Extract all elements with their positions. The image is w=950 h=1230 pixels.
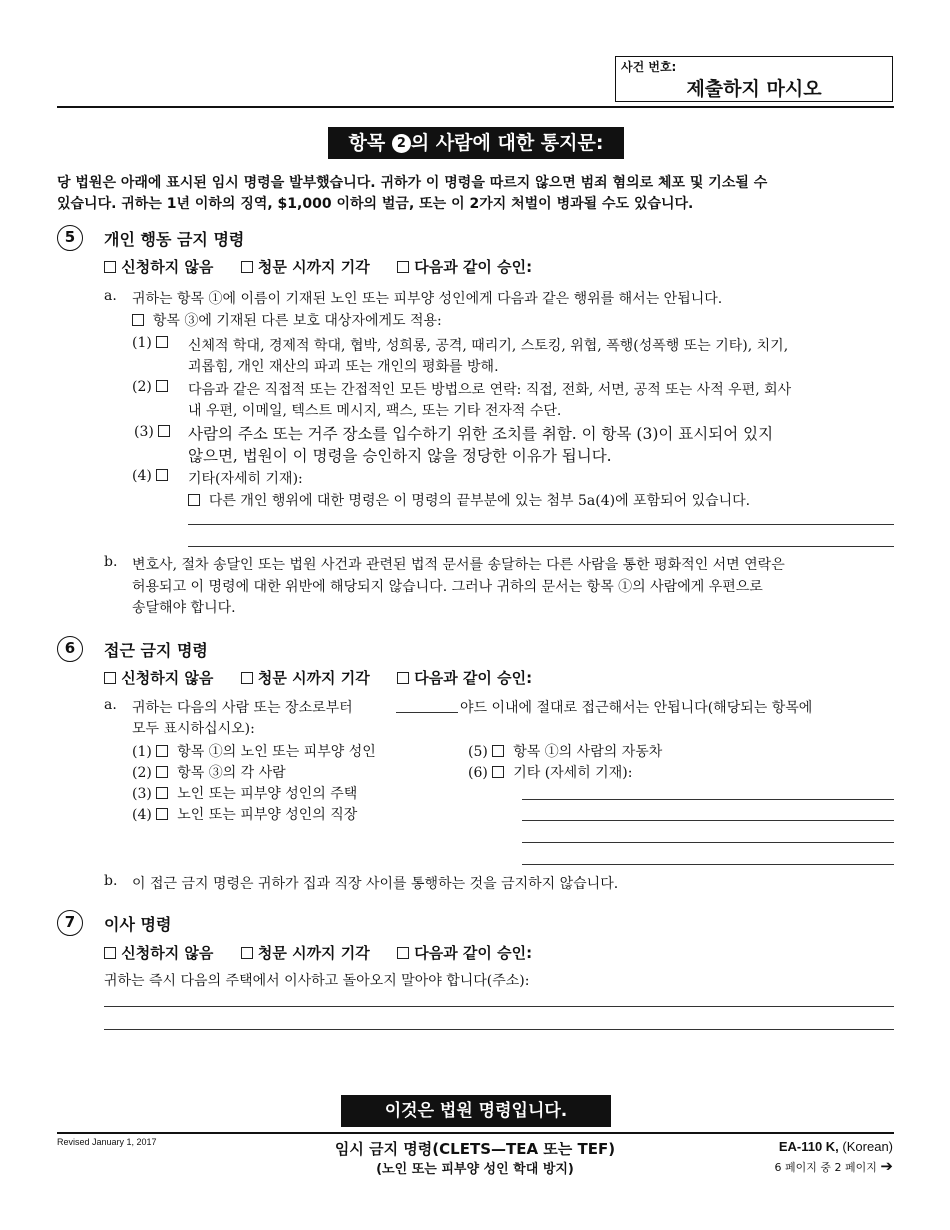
footer-form-id	[779, 1139, 893, 1154]
notice-title-suffix: 의 사람에 대한 통지문:	[410, 132, 604, 154]
s5-other-line-1[interactable]	[188, 524, 894, 525]
s5-item-1-number	[132, 335, 168, 351]
s5-item-2-line-2: 내 우편, 이메일, 텍스트 메시지, 팩스, 또는 기타 전자적 수단.	[188, 403, 562, 419]
s6-a-line-1b: 야드 이내에 절대로 접근해서는 안됩니다(해당되는 항목에	[460, 700, 813, 716]
s7-address-line-1[interactable]	[104, 1006, 894, 1007]
s5-b-label: b.	[104, 554, 118, 570]
s5-not-requested-label: 신청하지 않음	[121, 258, 214, 276]
s6-a-line-1a: 귀하는 다음의 사람 또는 장소로부터	[132, 700, 353, 716]
s6-item-2	[132, 762, 286, 782]
s6-a-line-2: 모두 표시하십시오):	[132, 721, 255, 737]
s6-item-1-label: 항목 ①의 노인 또는 피부양 성인	[177, 744, 376, 760]
s5-other-protected-checkbox[interactable]	[132, 314, 144, 326]
s5-item-3-line-2: 않으면, 법원이 이 명령을 승인하지 않을 정당한 이유가 됩니다.	[188, 447, 612, 465]
case-number-box	[615, 56, 893, 102]
section-7-options	[104, 942, 554, 963]
section-7-number: 7	[57, 910, 83, 936]
section-5-title: 개인 행동 금지 명령	[104, 230, 245, 249]
next-page-arrow-icon: ➔	[880, 1157, 893, 1175]
header-rule	[57, 106, 894, 108]
case-number-value: 제출하지 마시오	[686, 78, 822, 100]
item-2-badge	[392, 134, 411, 153]
s7-text: 귀하는 즉시 다음의 주택에서 이사하고 돌아오지 말아야 합니다(주소):	[104, 973, 530, 989]
case-number-label: 사건 번호:	[621, 60, 677, 74]
s6-b-text: 이 접근 금지 명령은 귀하가 집과 직장 사이를 통행하는 것을 금지하지 않습니다.	[132, 876, 619, 892]
s7-denied-checkbox[interactable]	[241, 947, 253, 959]
footer-title-1: 임시 금지 명령(CLETS—TEA 또는 TEF)	[334, 1140, 616, 1158]
s5-b-line-2: 허용되고 이 명령에 대한 위반에 해당되지 않습니다. 그러나 귀하의 문서는 항목 ①의 사람에게 우편으로	[132, 579, 763, 595]
footer-revised: Revised January 1, 2017	[57, 1137, 157, 1147]
s6-item-4-label: 노인 또는 피부양 성인의 직장	[177, 807, 358, 823]
page-number: 6 페이지 중 2 페이지	[774, 1161, 877, 1174]
footer-rule	[57, 1132, 894, 1134]
s6-item-5-checkbox[interactable]	[492, 745, 504, 757]
form-number: EA-110 K,	[778, 1139, 839, 1154]
s5-other-line-2[interactable]	[188, 546, 894, 547]
intro-line-2: 있습니다. 귀하는 1년 이하의 징역, $1,000 이하의 벌금, 또는 이 2가지 처벌이 병과될 수도 있습니다.	[57, 196, 694, 212]
s6-b-label: b.	[104, 873, 118, 889]
s5-a-text: 귀하는 항목 ①에 이름이 기재된 노인 또는 피부양 성인에게 다음과 같은 행위를 해서는 안됩니다.	[132, 291, 723, 307]
s5-b-line-1: 변호사, 절차 송달인 또는 법원 사건과 관련된 법적 문서를 송달하는 다른 사람을 통한 평화적인 서면 연락은	[132, 557, 785, 573]
s5-granted-checkbox[interactable]	[397, 261, 409, 273]
form-language: (Korean)	[842, 1139, 893, 1154]
s6-item-5-label: 항목 ①의 사람의 자동차	[513, 744, 663, 760]
s5-not-requested-checkbox[interactable]	[104, 261, 116, 273]
s5-item-4-number	[132, 468, 168, 484]
s5-b-line-3: 송달해야 합니다.	[132, 600, 236, 616]
s6-item-1	[132, 741, 376, 761]
s6-item-3	[132, 783, 357, 803]
notice-title-prefix: 항목	[348, 132, 392, 154]
s5-item-3-number	[134, 424, 170, 440]
s5-a-apply	[132, 310, 442, 330]
s5-item-4-num: (4)	[132, 468, 152, 484]
s7-granted-checkbox[interactable]	[397, 947, 409, 959]
s6-not-requested-label: 신청하지 않음	[121, 669, 214, 687]
s5-item-3-checkbox[interactable]	[158, 425, 170, 437]
s5-item-1-num: (1)	[132, 335, 152, 351]
s5-item-1-line-1: 신체적 학대, 경제적 학대, 협박, 성희롱, 공격, 때리기, 스토킹, 위협, 폭행(성폭행 또는 기타), 치기,	[188, 338, 789, 354]
s5-item-4-checkbox[interactable]	[156, 469, 168, 481]
s6-item-3-label: 노인 또는 피부양 성인의 주택	[177, 786, 358, 802]
s7-not-requested-checkbox[interactable]	[104, 947, 116, 959]
s6-item-3-checkbox[interactable]	[156, 787, 168, 799]
s6-a-label: a.	[104, 697, 117, 713]
s5-attachment-label: 다른 개인 행위에 대한 명령은 이 명령의 끝부분에 있는 첨부 5a(4)에 포함되어 있습니다.	[208, 493, 751, 509]
s6-granted-label: 다음과 같이 승인:	[414, 669, 533, 687]
s6-item-6-num: (6)	[468, 765, 488, 781]
s7-address-line-2[interactable]	[104, 1029, 894, 1030]
s6-granted-checkbox[interactable]	[397, 672, 409, 684]
s6-item-2-num: (2)	[132, 765, 152, 781]
s6-item-5-num: (5)	[468, 744, 488, 760]
s6-other-line-2[interactable]	[522, 820, 894, 821]
section-7-title: 이사 명령	[104, 915, 172, 934]
section-6-number: 6	[57, 636, 83, 662]
s5-item-4-sub	[188, 490, 750, 510]
s5-item-2-line-1: 다음과 같은 직접적 또는 간접적인 모든 방법으로 연락: 직접, 전화, 서면, 공적 또는 사적 우편, 회사	[188, 382, 792, 398]
s7-denied-label: 청문 시까지 기각	[257, 944, 370, 962]
court-order-banner: 이것은 법원 명령입니다.	[341, 1095, 611, 1127]
s6-item-1-checkbox[interactable]	[156, 745, 168, 757]
s6-other-line-4[interactable]	[522, 864, 894, 865]
s7-granted-label: 다음과 같이 승인:	[414, 944, 533, 962]
footer-page	[775, 1157, 893, 1175]
s5-a-label: a.	[104, 288, 117, 304]
intro-line-1: 당 법원은 아래에 표시된 임시 명령을 발부했습니다. 귀하가 이 명령을 따르지 않으면 범죄 혐의로 체포 및 기소될 수	[57, 175, 768, 191]
section-6-options	[104, 667, 554, 688]
s6-not-requested-checkbox[interactable]	[104, 672, 116, 684]
s5-denied-label: 청문 시까지 기각	[257, 258, 370, 276]
s5-other-protected-label: 항목 ③에 기재된 다른 보호 대상자에게도 적용:	[152, 313, 442, 329]
s5-item-2-num: (2)	[132, 379, 152, 395]
s6-other-line-3[interactable]	[522, 842, 894, 843]
footer-title-2: (노인 또는 피부양 성인 학대 방지)	[376, 1162, 574, 1177]
s6-item-2-label: 항목 ③의 각 사람	[177, 765, 286, 781]
s6-item-6-checkbox[interactable]	[492, 766, 504, 778]
item-2-badge-number: 2	[396, 136, 406, 151]
s5-item-1-checkbox[interactable]	[156, 336, 168, 348]
s5-item-2-checkbox[interactable]	[156, 380, 168, 392]
s6-yards-field[interactable]	[396, 712, 458, 713]
s6-item-5	[468, 741, 662, 761]
s6-other-line-1[interactable]	[522, 799, 894, 800]
s5-denied-checkbox[interactable]	[241, 261, 253, 273]
section-5-number: 5	[57, 225, 83, 251]
s5-attachment-checkbox[interactable]	[188, 494, 200, 506]
s5-item-1-line-2: 괴롭힘, 개인 재산의 파괴 또는 개인의 평화를 방해.	[188, 359, 499, 375]
s5-granted-label: 다음과 같이 승인:	[414, 258, 533, 276]
s5-item-3-line-1: 사람의 주소 또는 거주 장소를 입수하기 위한 조치를 취함. 이 항목 (3)이 표시되어 있지	[188, 425, 774, 443]
s6-item-6	[468, 762, 632, 782]
s5-item-2-number	[132, 379, 168, 395]
s6-denied-checkbox[interactable]	[241, 672, 253, 684]
s6-item-1-num: (1)	[132, 744, 152, 760]
s6-item-4	[132, 804, 357, 824]
s6-item-4-checkbox[interactable]	[156, 808, 168, 820]
s6-item-4-num: (4)	[132, 807, 152, 823]
notice-title-banner	[328, 127, 624, 159]
s7-not-requested-label: 신청하지 않음	[121, 944, 214, 962]
s5-item-3-num: (3)	[134, 424, 154, 440]
s6-denied-label: 청문 시까지 기각	[257, 669, 370, 687]
s5-item-4-line-1: 기타(자세히 기재):	[188, 471, 303, 487]
s6-item-6-label: 기타 (자세히 기재):	[513, 765, 633, 781]
section-5-options	[104, 256, 554, 277]
section-6-title: 접근 금지 명령	[104, 641, 208, 660]
s6-item-2-checkbox[interactable]	[156, 766, 168, 778]
s6-item-3-num: (3)	[132, 786, 152, 802]
